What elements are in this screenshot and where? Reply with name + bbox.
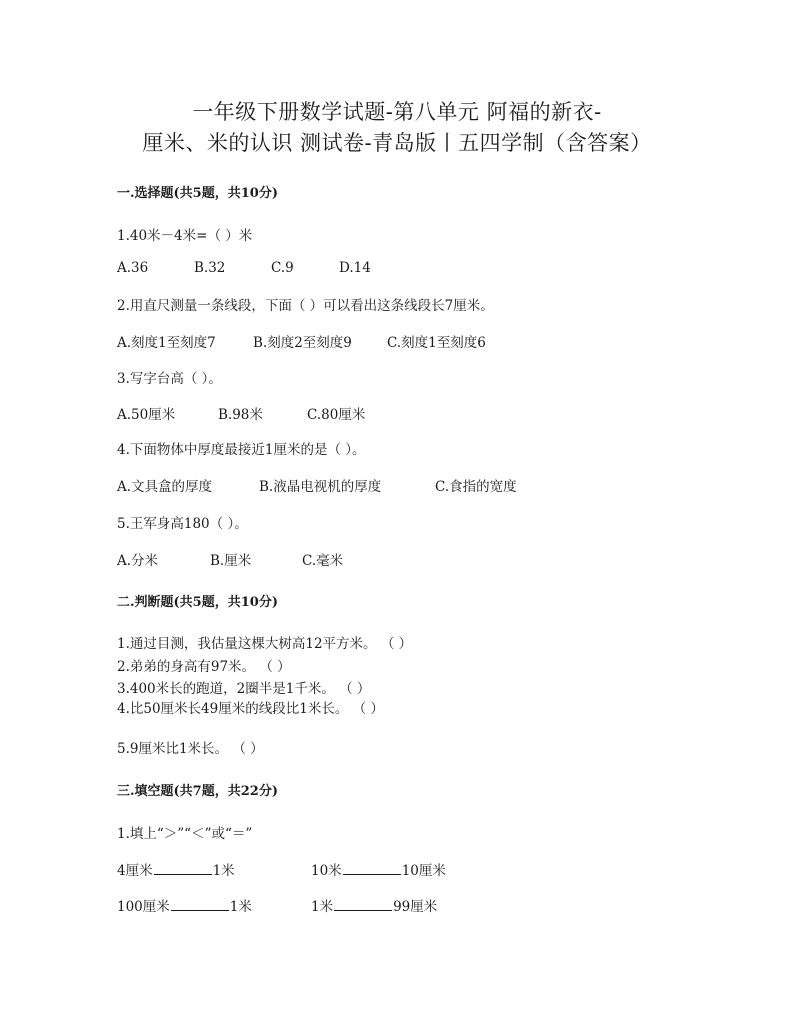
compare-left-value: 100厘米 [117, 899, 170, 915]
s1-q4-option-b: B.液晶电视机的厚度 [259, 479, 382, 495]
s1-q5-option-c: C.毫米 [302, 553, 344, 569]
answer-blank [343, 863, 401, 875]
answer-blank [334, 899, 392, 911]
s1-q1-option-a: A.36 [117, 260, 149, 276]
compare-right-value: 1米 [212, 863, 235, 879]
s1-q3-option-c: C.80厘米 [307, 407, 366, 423]
compare-right-value: 99厘米 [393, 899, 438, 915]
s1-question-2: 2.用直尺测量一条线段，下面（ ）可以看出这条线段长7厘米。 [117, 298, 494, 314]
s3-compare-row1-right [311, 859, 446, 879]
s1-q3-option-a: A.50厘米 [117, 407, 176, 423]
s2-question-3: 3.400米长的跑道，2圈半是1千米。 （ ） [117, 681, 371, 697]
answer-blank [171, 899, 229, 911]
s1-q4-option-a: A.文具盒的厚度 [117, 479, 213, 495]
compare-right-value: 10厘米 [401, 863, 446, 879]
answer-blank [154, 863, 212, 875]
section1-heading: 一.选择题(共5题，共10分) [117, 186, 278, 201]
compare-left-value: 10米 [311, 863, 342, 879]
s1-q4-option-c: C.食指的宽度 [435, 479, 517, 495]
s1-question-1: 1.40米－4米=（ ）米 [117, 228, 253, 244]
s2-question-4: 4.比50厘米长49厘米的线段比1米长。 （ ） [117, 701, 384, 717]
document-title-line2: 厘米、米的认识 测试卷-青岛版丨五四学制（含答案） [142, 131, 652, 155]
s1-q5-option-b: B.厘米 [210, 553, 252, 569]
s1-q2-option-b: B.刻度2至刻度9 [253, 335, 352, 351]
s2-question-2: 2.弟弟的身高有97米。 （ ） [117, 659, 291, 675]
s2-question-5: 5.9厘米比1米长。 （ ） [117, 741, 264, 757]
s3-compare-row1-left [117, 859, 235, 879]
s1-q2-option-c: C.刻度1至刻度6 [387, 335, 486, 351]
s1-q1-option-c: C.9 [271, 260, 294, 276]
s3-compare-row2-left [117, 895, 252, 915]
section2-heading: 二.判断题(共5题，共10分) [117, 595, 278, 610]
compare-left-value: 4厘米 [117, 863, 153, 879]
section3-heading: 三.填空题(共7题，共22分) [117, 784, 278, 799]
s1-q1-option-b: B.32 [194, 260, 226, 276]
s1-question-4: 4.下面物体中厚度最接近1厘米的是（ ）。 [117, 442, 366, 458]
s1-question-5: 5.王军身高180（ ）。 [117, 516, 248, 532]
s1-question-3: 3.写字台高（ ）。 [117, 371, 222, 387]
s3-compare-row2-right [311, 895, 437, 915]
document-title-line1: 一年级下册数学试题-第八单元 阿福的新衣- [192, 100, 602, 124]
s1-q2-option-a: A.刻度1至刻度7 [117, 335, 216, 351]
s2-question-1: 1.通过目测，我估量这棵大树高12平方米。 （ ） [117, 636, 413, 652]
s1-q1-option-d: D.14 [339, 260, 371, 276]
s3-question-1: 1.填上“＞”“＜”或“＝” [117, 826, 253, 842]
compare-left-value: 1米 [311, 899, 334, 915]
compare-right-value: 1米 [229, 899, 252, 915]
s1-q5-option-a: A.分米 [117, 553, 159, 569]
s1-q3-option-b: B.98米 [218, 407, 263, 423]
